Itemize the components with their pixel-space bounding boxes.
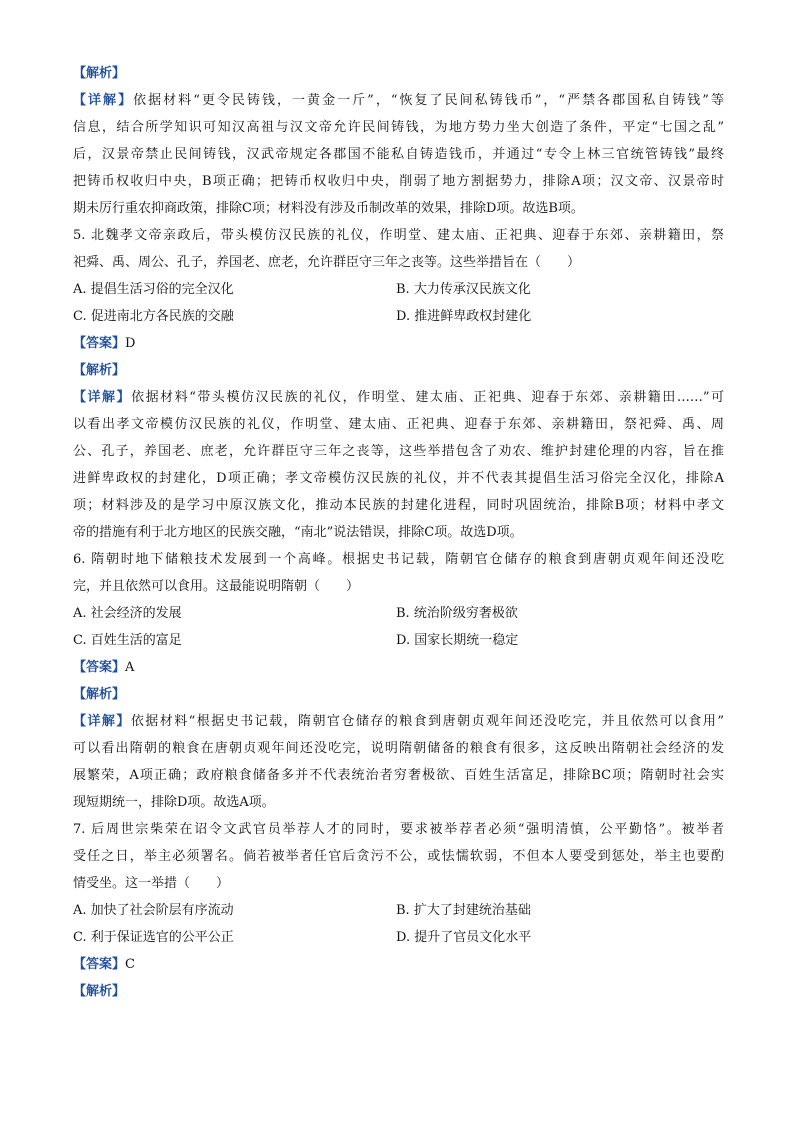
q6-options-row bbox=[73, 627, 724, 654]
q5-options-row bbox=[73, 276, 724, 303]
q7-analysis-heading: 【解析】 bbox=[73, 984, 126, 999]
q7-options-row bbox=[73, 924, 724, 951]
q6-detail-line: 展繁荣，A项正确；政府粮食储备多并不代表统治者穷奢极欲、百姓生活富足，排除BC项；隋朝时社会实 bbox=[73, 768, 724, 783]
q6-detail-line: 可以看出隋朝的粮食在唐朝贞观年间还没吃完，说明隋朝储备的粮食有很多，这反映出隋朝社会经济的发 bbox=[73, 741, 724, 756]
q5-answer: 【答案】D bbox=[73, 336, 136, 351]
q7-stem-line: 情受坐。这一举措（ ） bbox=[73, 876, 230, 891]
q5-analysis-heading: 【解析】 bbox=[73, 363, 126, 378]
q5-detail-line: 项；材料涉及的是学习中原汉族文化，推动本民族的封建化进程，同时巩固统治，排除B项；材料中孝文 bbox=[73, 498, 724, 513]
q4-detail-line: 把铸币权收归中央，B项正确；把铸币权收归中央，削弱了地方割据势力，排除A项；汉文帝、汉景帝时 bbox=[73, 174, 724, 189]
q4-detail-line: 【详解】依据材料“更令民铸钱，一黄金一斤”，“恢复了民间私铸钱币”，“严禁各郡国私自铸钱”等 bbox=[73, 93, 724, 108]
q6-option-b: B. 统治阶级穷奢极欲 bbox=[396, 606, 518, 621]
q5-stem-line: 5. 北魏孝文帝亲政后，带头模仿汉民族的礼仪，作明堂、建太庙、正祀典、迎春于东郊、亲耕籍田，祭 bbox=[73, 228, 724, 243]
q5-option-c: C. 促进南北方各民族的交融 bbox=[73, 309, 234, 324]
q5-options-row bbox=[73, 303, 724, 330]
q7-option-d: D. 提升了官员文化水平 bbox=[396, 930, 532, 945]
q6-detail-line: 现短期统一，排除D项。故选A项。 bbox=[73, 795, 275, 810]
q5-detail-line: 进鲜卑政权的封建化，D项正确；孝文帝模仿汉民族的礼仪，并不代表其提倡生活习俗完全汉化，排除A bbox=[73, 471, 724, 486]
q5-detail-line: 帝的措施有利于北方地区的民族交融，“南北”说法错误，排除C项。故选D项。 bbox=[73, 525, 523, 540]
q6-answer: 【答案】A bbox=[73, 660, 135, 675]
q7-options-row bbox=[73, 897, 724, 924]
q7-stem-line: 7. 后周世宗柴荣在诏令文武官员举荐人才的同时，要求被举荐者必须“强明清慎，公平勤恪”。被举者 bbox=[73, 822, 724, 837]
q7-stem-line: 受任之日，举主必须署名。倘若被举者任官后贪污不公，或怯懦软弱，不但本人要受到惩处，举主也要酌 bbox=[73, 849, 724, 864]
q5-detail-line: 【详解】依据材料“带头模仿汉民族的礼仪，作明堂、建太庙、正祀典、迎春于东郊、亲耕籍田……”可 bbox=[73, 390, 724, 405]
q4-detail-line: 期未厉行重农抑商政策，排除C项；材料没有涉及币制改革的效果，排除D项。故选B项。 bbox=[73, 201, 584, 216]
q6-stem-line: 完，并且依然可以食用。这最能说明隋朝（ ） bbox=[73, 579, 360, 594]
q4-detail-line: 信息，结合所学知识可知汉高祖与汉文帝允许民间铸钱，为地方势力坐大创造了条件，平定“七国之乱” bbox=[73, 120, 724, 135]
q4-detail-line: 后，汉景帝禁止民间铸钱，汉武帝规定各郡国不能私自铸造钱币，并通过“专令上林三官统管铸钱”最终 bbox=[73, 147, 724, 162]
q7-option-a: A. 加快了社会阶层有序流动 bbox=[73, 903, 234, 918]
q6-analysis-heading: 【解析】 bbox=[73, 687, 126, 702]
q7-option-c: C. 利于保证选官的公平公正 bbox=[73, 930, 234, 945]
q5-option-a: A. 提倡生活习俗的完全汉化 bbox=[73, 282, 234, 297]
q6-detail-line: 【详解】依据材料“根据史书记载，隋朝官仓储存的粮食到唐朝贞观年间还没吃完，并且依然可以食用” bbox=[73, 714, 724, 729]
q5-option-b: B. 大力传承汉民族文化 bbox=[396, 282, 531, 297]
q5-detail-line: 以看出孝文帝模仿汉民族的礼仪，作明堂、建太庙、正祀典、迎春于东郊、亲耕籍田，祭祀舜、禹、周 bbox=[73, 417, 724, 432]
q7-answer: 【答案】C bbox=[73, 957, 135, 972]
analysis-heading: 【解析】 bbox=[73, 66, 126, 81]
q5-detail-line: 公、孔子，养国老、庶老，允许群臣守三年之丧等，这些举措包含了劝农、维护封建伦理的内容，旨在推 bbox=[73, 444, 724, 459]
q5-option-d: D. 推进鲜卑政权封建化 bbox=[396, 309, 532, 324]
q6-option-d: D. 国家长期统一稳定 bbox=[396, 633, 519, 648]
q6-options-row bbox=[73, 600, 724, 627]
q5-stem-line: 祀舜、禹、周公、孔子，养国老、庶老，允许群臣守三年之丧等。这些举措旨在（ ） bbox=[73, 255, 581, 270]
q6-stem-line: 6. 隋朝时地下储粮技术发展到一个高峰。根据史书记载，隋朝官仓储存的粮食到唐朝贞观年间还没吃 bbox=[73, 552, 724, 567]
q7-option-b: B. 扩大了封建统治基础 bbox=[396, 903, 531, 918]
q6-option-c: C. 百姓生活的富足 bbox=[73, 633, 182, 648]
q6-option-a: A. 社会经济的发展 bbox=[73, 606, 182, 621]
